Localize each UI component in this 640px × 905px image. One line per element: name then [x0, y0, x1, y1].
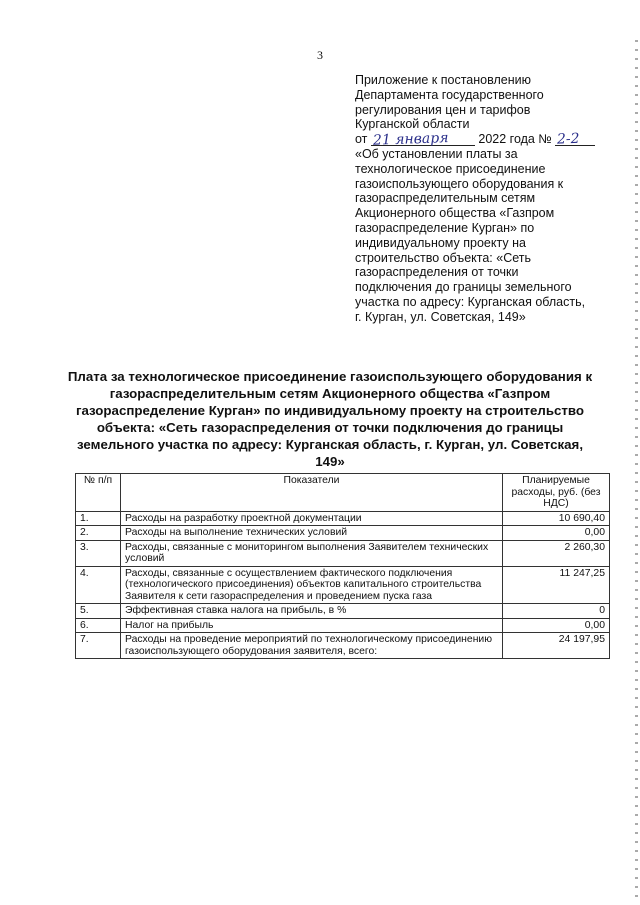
row-value: 0 — [503, 604, 610, 619]
appendix-subject-line: строительство объекта: «Сеть — [355, 250, 531, 265]
title-line: земельного участка по адресу: Курганская область, г. Курган, ул. Советская, 149» — [76, 437, 584, 469]
header-num: № п/п — [76, 474, 121, 512]
row-num: 5. — [76, 604, 121, 619]
appendix-subject-line: газораспределения от точки — [355, 265, 519, 280]
appendix-subject-line: индивидуальному проекту на — [355, 235, 526, 250]
appendix-line: Приложение к постановлению — [355, 73, 531, 87]
title-line: газораспределение Курган» по индивидуальному проекту на строительство — [75, 403, 585, 418]
appendix-line: Департамента государственного — [355, 87, 544, 102]
date-suffix: 2022 года № — [478, 132, 552, 147]
costs-table — [75, 473, 610, 659]
table-row — [76, 566, 610, 604]
table-row — [76, 604, 610, 619]
page-number: 3 — [317, 48, 323, 62]
title-line: Плата за технологическое присоединение газоиспользующего оборудования к — [67, 369, 593, 384]
row-value: 10 690,40 — [503, 511, 610, 526]
row-indicator: Расходы на выполнение технических условий — [121, 526, 503, 541]
appendix-subject-line: Акционерного общества «Газпром — [355, 206, 555, 221]
row-indicator: Расходы на проведение мероприятий по технологическому присоединению газоиспользующего оборудования заявителя, всего: — [121, 633, 503, 659]
table-row — [76, 526, 610, 541]
appendix-subject-line: г. Курган, ул. Советская, 149» — [355, 309, 526, 324]
appendix-date-line — [355, 132, 625, 147]
document-title — [62, 368, 598, 470]
row-num: 3. — [76, 540, 121, 566]
scan-margin-artifact — [635, 40, 638, 900]
date-prefix: от — [355, 132, 368, 147]
row-indicator: Эффективная ставка налога на прибыль, в % — [121, 604, 503, 619]
row-num: 7. — [76, 633, 121, 659]
row-num: 6. — [76, 618, 121, 633]
appendix-subject-line: «Об установлении платы за — [355, 146, 518, 161]
table-header-row — [76, 474, 610, 512]
appendix-subject-line: газораспределение Курган» по — [355, 220, 535, 235]
table-row — [76, 618, 610, 633]
handwritten-number: 2-2 — [556, 131, 581, 148]
table-row — [76, 633, 610, 659]
appendix-subject-line: газоиспользующего оборудования к — [355, 176, 564, 191]
row-num: 2. — [76, 526, 121, 541]
header-value: Планируемые расходы, руб. (без НДС) — [503, 474, 610, 512]
table-row — [76, 511, 610, 526]
appendix-subject-line: технологическое присоединение — [355, 161, 546, 176]
appendix-subject-line: подключения до границы земельного — [355, 280, 572, 295]
row-indicator: Налог на прибыль — [121, 618, 503, 633]
row-indicator: Расходы на разработку проектной документации — [121, 511, 503, 526]
table-row — [76, 540, 610, 566]
appendix-line: Курганской области — [355, 117, 470, 132]
appendix-subject-line: участка по адресу: Курганская область, — [355, 294, 586, 309]
row-num: 1. — [76, 511, 121, 526]
row-value: 11 247,25 — [503, 566, 610, 604]
row-indicator: Расходы, связанные с мониторингом выполнения Заявителем технических условий — [121, 540, 503, 566]
title-line: объекта: «Сеть газораспределения от точки подключения до границы — [96, 420, 564, 435]
row-value: 2 260,30 — [503, 540, 610, 566]
appendix-line: регулирования цен и тарифов — [355, 102, 531, 117]
handwritten-date: 21 января — [372, 130, 449, 149]
title-line: газораспределительным сетям Акционерного общества «Газпром — [109, 386, 551, 401]
row-num: 4. — [76, 566, 121, 604]
row-value: 0,00 — [503, 618, 610, 633]
row-indicator: Расходы, связанные с осуществлением фактического подключения (технологического присоединения) объектов капитального строительства Заявителя к сети газораспределения и проведением пуска газа — [121, 566, 503, 604]
appendix-block — [355, 73, 625, 325]
header-indicator: Показатели — [121, 474, 503, 512]
appendix-subject-line: газораспределительным сетям — [355, 191, 536, 206]
row-value: 24 197,95 — [503, 633, 610, 659]
row-value: 0,00 — [503, 526, 610, 541]
